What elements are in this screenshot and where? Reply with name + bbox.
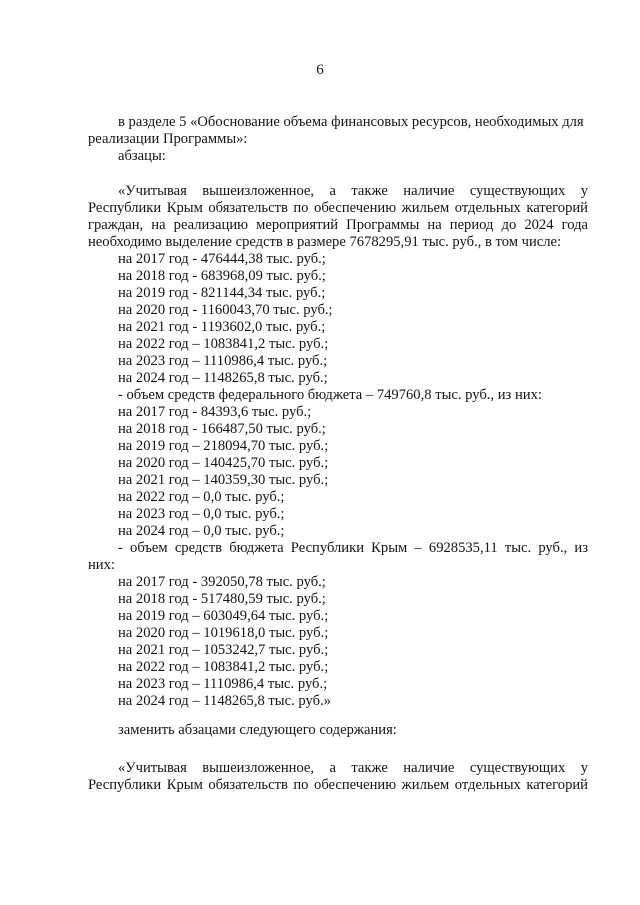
paragraph-line: Республики Крым обязательств по обеспечению жильем отдельных категорий [88,777,588,793]
abzacy-label: абзацы: [118,148,166,164]
year-amount-line: на 2020 год – 1019618,0 тыс. руб.; [118,625,329,641]
year-amount-line: на 2018 год - 166487,50 тыс. руб.; [118,421,326,437]
year-amount-line: на 2020 год - 1160043,70 тыс. руб.; [118,302,333,318]
year-amount-line: на 2019 год – 218094,70 тыс. руб.; [118,438,329,454]
year-amount-line: на 2018 год - 683968,09 тыс. руб.; [118,268,326,284]
paragraph-line: Республики Крым обязательств по обеспечению жильем отдельных категорий [88,200,588,216]
crimea-budget-heading-cont: них: [88,557,115,573]
paragraph-line: «Учитывая вышеизложенное, а также наличие существующих у [118,760,588,776]
paragraph-line: граждан, на реализацию мероприятий Программы на период до 2024 года [88,217,588,233]
year-amount-line: на 2024 год – 0,0 тыс. руб.; [118,523,285,539]
year-amount-line: на 2017 год - 84393,6 тыс. руб.; [118,404,312,420]
federal-budget-heading: - объем средств федерального бюджета – 749760,8 тыс. руб., из них: [118,387,542,403]
year-amount-line: на 2023 год – 0,0 тыс. руб.; [118,506,285,522]
new-paragraph [88,760,588,794]
replace-instruction [88,722,588,739]
intro-line: реализации Программы»: [88,131,248,147]
page-number: 6 [316,62,324,78]
replace-line: заменить абзацами следующего содержания: [118,722,397,738]
year-amount-line: на 2023 год – 1110986,4 тыс. руб.; [118,676,328,692]
year-amount-line: на 2022 год – 1083841,2 тыс. руб.; [118,659,329,675]
year-amount-line: на 2019 год - 821144,34 тыс. руб.; [118,285,326,301]
crimea-budget-heading: - объем средств бюджета Республики Крым – 6928535,11 тыс. руб., из [118,540,588,556]
year-amount-line: на 2021 год – 1053242,7 тыс. руб.; [118,642,329,658]
year-amount-line: на 2024 год – 1148265,8 тыс. руб.» [118,693,331,709]
year-amount-line: на 2022 год – 1083841,2 тыс. руб.; [118,336,329,352]
year-amount-line: на 2021 год – 140359,30 тыс. руб.; [118,472,329,488]
paragraph-line: необходимо выделение средств в размере 7678295,91 тыс. руб., в том числе: [88,234,562,250]
paragraph-line: «Учитывая вышеизложенное, а также наличие существующих у [118,183,588,199]
year-amount-line: на 2022 год – 0,0 тыс. руб.; [118,489,285,505]
year-amount-line: на 2021 год - 1193602,0 тыс. руб.; [118,319,326,335]
intro-block [88,114,588,165]
year-amount-line: на 2024 год – 1148265,8 тыс. руб.; [118,370,328,386]
year-amount-line: на 2018 год - 517480,59 тыс. руб.; [118,591,326,607]
year-amount-line: на 2019 год – 603049,64 тыс. руб.; [118,608,329,624]
old-paragraph [88,183,588,710]
year-amount-line: на 2020 год – 140425,70 тыс. руб.; [118,455,329,471]
year-amount-line: на 2023 год – 1110986,4 тыс. руб.; [118,353,328,369]
intro-line: в разделе 5 «Обоснование объема финансовых ресурсов, необходимых для [118,114,584,130]
year-amount-line: на 2017 год - 476444,38 тыс. руб.; [118,251,326,267]
year-amount-line: на 2017 год - 392050,78 тыс. руб.; [118,574,326,590]
